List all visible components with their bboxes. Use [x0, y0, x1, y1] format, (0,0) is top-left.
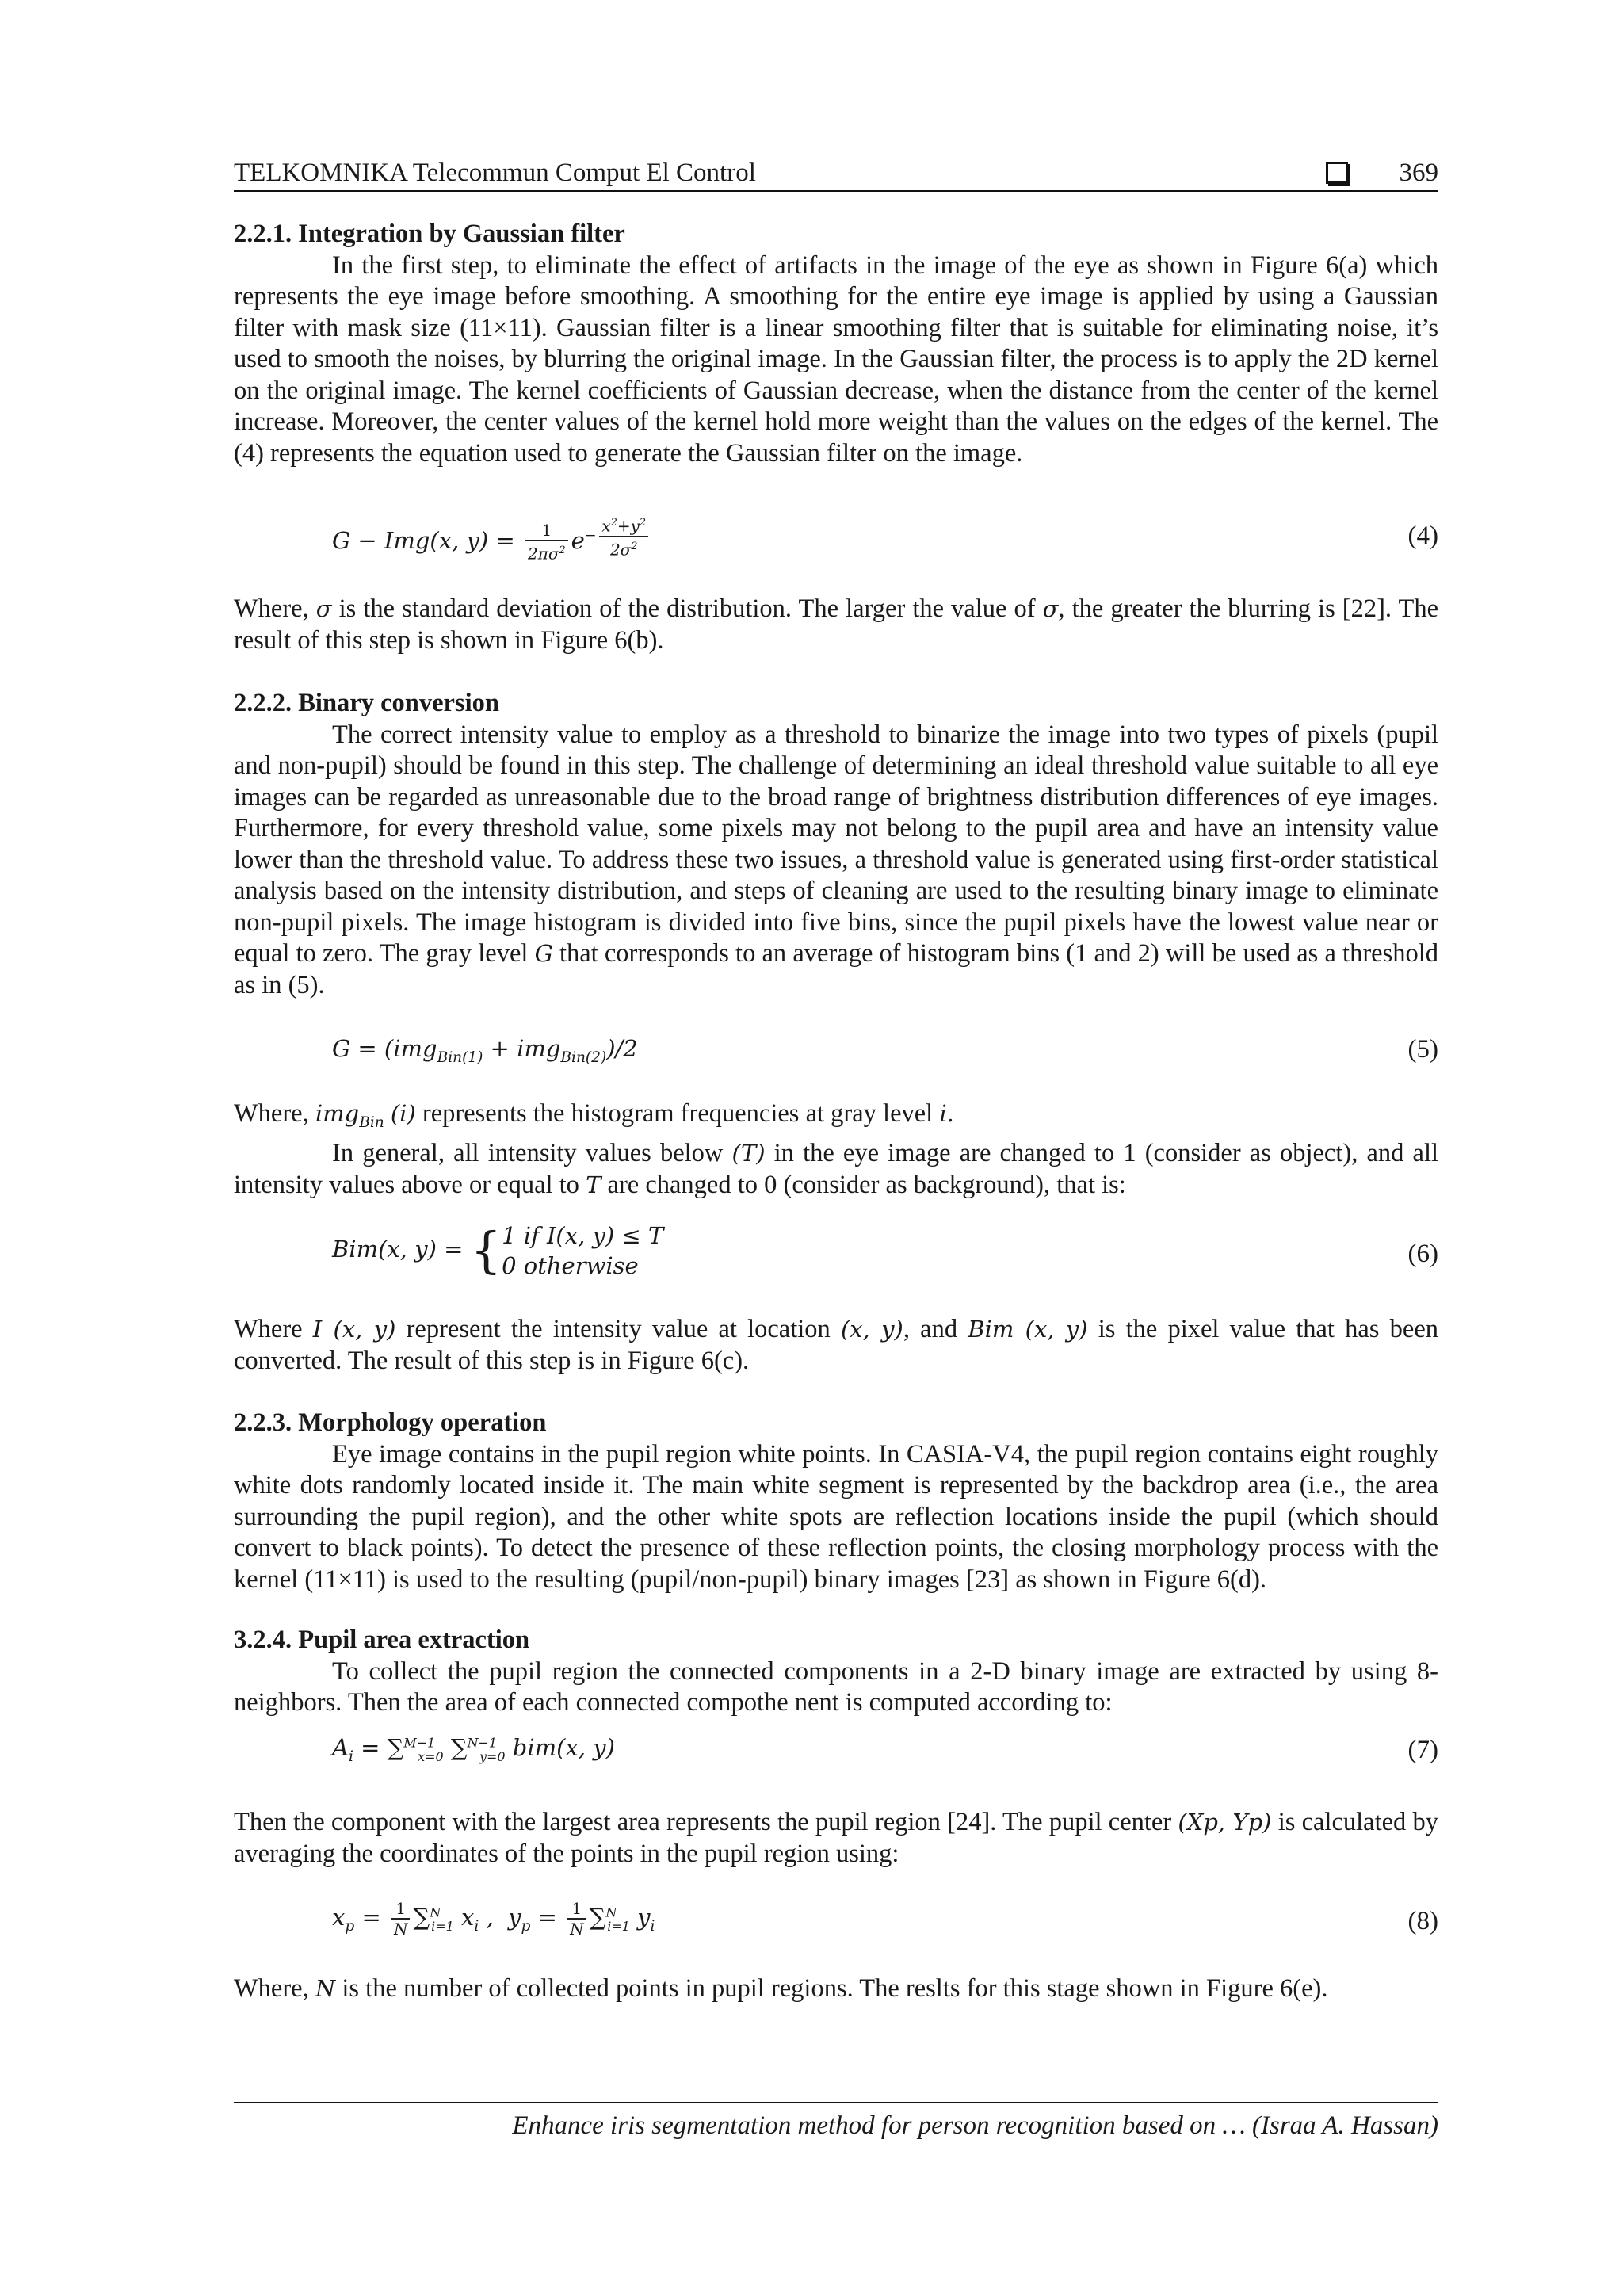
math-symbol: I (x, y): [312, 1316, 396, 1343]
where-line: [234, 1098, 1438, 1138]
text: is the pixel value that has been converted. The result of this step is in Figure 6(c).: [234, 1315, 1438, 1375]
equation-body: Bim(x, y) = { 1 if I(x, y) ≤ T 0 otherwise: [332, 1221, 664, 1279]
equation-number: (6): [1407, 1240, 1438, 1268]
text: Where,: [234, 594, 309, 623]
section-2-2-3: [234, 1408, 1438, 1595]
text: Where,: [234, 1099, 309, 1128]
equation-5: [234, 1030, 1438, 1078]
math-symbol: Bim (x, y): [968, 1316, 1088, 1343]
text: , the greater the blurring is [22]. The result of this step is shown in Figure 6(b).: [234, 594, 1439, 655]
math-symbol: σ: [1042, 595, 1059, 622]
section-2-2-1: [234, 219, 1438, 469]
square-bullet-icon: [1326, 162, 1348, 184]
header-rule: [234, 190, 1438, 192]
page-number: 369: [1399, 159, 1438, 187]
text: represents the histogram frequencies at gray level: [422, 1099, 934, 1128]
section-heading: 2.2.1. Integration by Gaussian filter: [234, 220, 625, 248]
text: represent the intensity value at location: [406, 1315, 831, 1343]
math-symbol: (i): [390, 1100, 416, 1127]
paragraph-after-eq4: [234, 594, 1438, 656]
footer-rule: [234, 2102, 1438, 2103]
text: Where,: [234, 1974, 309, 2003]
equation-body: $A_i = \sum^{M-1}_{x=0}$ ∑$^{N-1}_{y=0}$ bim(x, y): [332, 1734, 615, 1765]
case-2: 0 otherwise: [502, 1252, 639, 1279]
math-symbol: σ: [315, 595, 332, 622]
section-heading: 2.2.2. Binary conversion: [234, 689, 499, 717]
paragraph: To collect the pupil region the connected components in a 2-D binary image are extracted by using 8-neighbors. Then the area of each connected compothe nent is computed according to:: [234, 1656, 1438, 1717]
equation-body: G = (img$_{Bin(1)}$ + img$_{Bin(2)}$)/2: [332, 1035, 638, 1066]
text: Where: [234, 1315, 303, 1343]
paragraph: In the first step, to eliminate the effect of artifacts in the image of the eye as shown in Figure 6(a) which represents the eye image before smoothing. A smoothing for the entire eye image is applied by using a Gaussian filter with mask size (11×11). Gaussian filter is a linear smoothing filter that is suitable for eliminating noise, it’s used to smooth the noises, by blurring the original image. In the Gaussian filter, the process is to apply the 2D kernel on the original image. The kernel coefficients of Gaussian decrease, when the distance from the center of the kernel increase. Moreover, the center values of the kernel hold more weight than the values on the edges of the kernel. The (4) represents the equation used to generate the Gaussian filter on the image.: [234, 250, 1438, 468]
paragraph: Eye image contains in the pupil region white points. In CASIA-V4, the pupil region contains eight roughly white dots randomly located inside it. The main white segment is represented by the backdrop area (i.e., the area surrounding the pupil region), and the other white spots are reflection locations inside the pupil (which should convert to black points). To detect the presence of these reflection points, the closing morphology process with the kernel (11×11) is used to the resulting (pupil/non-pupil) binary images [23] as shown in Figure 6(d).: [234, 1439, 1438, 1594]
math-symbol: (x, y): [840, 1316, 903, 1343]
equation-7: [234, 1729, 1438, 1777]
equation-number: (8): [1407, 1907, 1438, 1935]
running-footer: Enhance iris segmentation method for person recognition based on … (Israa A. Hassan): [512, 2111, 1438, 2140]
section-heading: 3.2.4. Pupil area extraction: [234, 1626, 530, 1654]
text: In general, all intensity values below: [332, 1139, 724, 1168]
text: , and: [903, 1315, 958, 1343]
journal-title: TELKOMNIKA Telecommun Comput El Control: [234, 159, 756, 187]
math-symbol: img$_{Bin}$: [315, 1100, 384, 1131]
paragraph: [234, 1138, 1438, 1201]
math-symbol: i.: [939, 1100, 954, 1127]
equation-8: [234, 1897, 1438, 1945]
math-symbol: N: [315, 1975, 336, 2002]
paragraph: [234, 720, 1438, 1002]
equation-number: (5): [1407, 1035, 1438, 1064]
text: is the standard deviation of the distribution. The larger the value of: [338, 594, 1036, 623]
text: are changed to 0 (consider as background), that is:: [607, 1170, 1126, 1199]
text: that corresponds to an average of histogram bins (1 and 2) will be used as a threshold as in (5).: [234, 939, 1438, 999]
math-symbol: T: [586, 1171, 601, 1198]
equation-4: [234, 507, 1438, 563]
equation-number: (7): [1407, 1736, 1438, 1764]
paragraph-after-eq5: [234, 1098, 1438, 1201]
math-symbol: (T): [731, 1140, 766, 1167]
text: is calculated by averaging the coordinates of the points in the pupil region using:: [234, 1808, 1439, 1868]
math-symbol: G: [534, 940, 553, 967]
paragraph-after-eq8: [234, 1973, 1438, 2005]
case-1: 1 if I(x, y) ≤ T: [502, 1222, 664, 1249]
text: Then the component with the largest area represents the pupil region [24]. The pupil center: [234, 1808, 1172, 1836]
paragraph-after-eq7: [234, 1807, 1438, 1870]
text: The correct intensity value to employ as a threshold to binarize the image into two types of pixels (pupil and non-pupil) should be found in this step. The challenge of determining an ideal threshold value suitable to all eye images can be regarded as unreasonable due to the broad range of brightness distribution differences of eye images. Furthermore, for every threshold value, some pixels may not belong to the pupil area and have an intensity value lower than the threshold value. To address these two issues, a threshold value is generated using first-order statistical analysis based on the intensity distribution, and steps of cleaning are used to the resulting binary image to eliminate non-pupil pixels. The image histogram is divided into five bins, since the pupil pixels have the lowest value near or equal to zero. The gray level: [234, 720, 1438, 968]
paragraph-after-eq6: [234, 1314, 1438, 1377]
equation-body: G − Img(x, y) = $\frac{1}{2\pi\sigma^2}$ $e^{- \frac{x^2+y^2}{2\sigma^2}}$: [332, 514, 651, 563]
section-2-2-2: [234, 688, 1438, 1001]
equation-body: $x_p$ = $\frac{1}{N}$ ∑$^N_{i=1}$ $x_i$ , $y_p$ = $\frac{1}{N}$ ∑$^N_{i=1}$ $y_i$: [332, 1899, 655, 1939]
text: in the eye image are changed to 1 (consider as object), and all intensity values above or equal to: [234, 1139, 1439, 1199]
math-symbol: (Xp, Yp): [1178, 1809, 1272, 1836]
section-heading: 2.2.3. Morphology operation: [234, 1408, 547, 1437]
equation-6: [234, 1221, 1438, 1292]
section-3-2-4: [234, 1625, 1438, 1719]
equation-number: (4): [1407, 521, 1438, 550]
text: is the number of collected points in pupil regions. The reslts for this stage shown in Figure 6(e).: [342, 1974, 1328, 2003]
running-header: [234, 155, 1438, 190]
